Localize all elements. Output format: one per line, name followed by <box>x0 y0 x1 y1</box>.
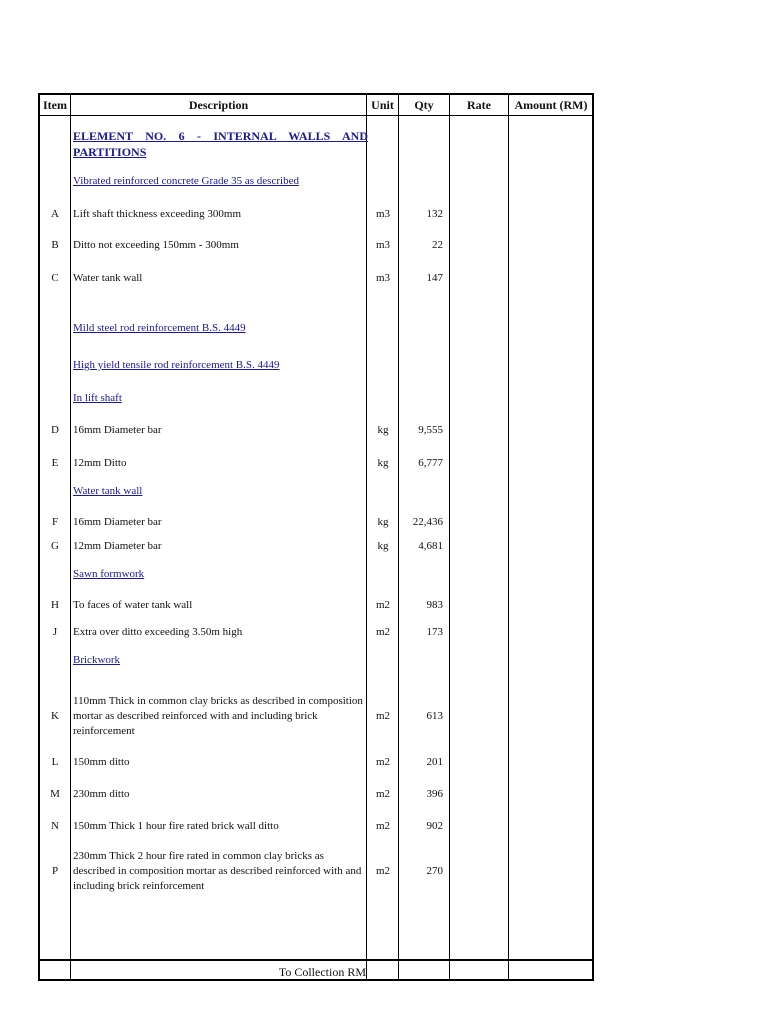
row-unit: m3 <box>375 208 391 220</box>
row-quantity: 6,777 <box>418 457 443 469</box>
row-quantity: 270 <box>426 865 443 877</box>
header-divider <box>40 115 592 116</box>
row-quantity: 983 <box>426 599 443 611</box>
column-divider <box>70 95 71 979</box>
row-item-code: H <box>51 599 59 611</box>
row-description: 110mm Thick in common clay bricks as described in composition mortar as described reinforced with and including brick reinforcement <box>73 695 363 737</box>
row-item-code: E <box>51 457 59 469</box>
header-description: Description <box>188 98 249 112</box>
header-qty: Qty <box>414 98 434 112</box>
row-unit: kg <box>377 540 389 552</box>
row-unit: kg <box>377 424 389 436</box>
row-description: 150mm ditto <box>73 756 130 768</box>
column-divider <box>508 95 509 979</box>
row-description: 230mm Thick 2 hour fire rated in common clay bricks as described in composition mortar as described reinforced with and including brick reinforcement <box>73 850 362 892</box>
row-quantity: 4,681 <box>418 540 443 552</box>
section-heading: Sawn formwork <box>73 568 145 580</box>
footer-divider <box>40 959 592 961</box>
column-divider <box>449 95 450 979</box>
row-item-code: B <box>51 239 59 251</box>
row-unit: kg <box>377 516 389 528</box>
row-item-code: D <box>51 424 59 436</box>
row-description: 16mm Diameter bar <box>73 424 162 436</box>
row-item-code: N <box>51 820 59 832</box>
row-quantity: 902 <box>426 820 443 832</box>
section-heading: High yield tensile rod reinforcement B.S. 4449 <box>73 359 280 371</box>
row-description: Ditto not exceeding 150mm - 300mm <box>73 239 239 251</box>
row-item-code: K <box>51 710 59 722</box>
row-unit: kg <box>377 457 389 469</box>
row-unit: m2 <box>375 820 391 832</box>
section-heading: Brickwork <box>73 654 121 666</box>
row-item-code: A <box>51 208 59 220</box>
header-unit: Unit <box>371 98 394 112</box>
row-unit: m3 <box>375 272 391 284</box>
column-divider <box>398 95 399 979</box>
section-heading: Vibrated reinforced concrete Grade 35 as described <box>73 175 299 187</box>
row-description: Water tank wall <box>73 272 143 284</box>
row-item-code: C <box>51 272 59 284</box>
row-item-code: J <box>52 626 58 638</box>
row-description: Lift shaft thickness exceeding 300mm <box>73 208 242 220</box>
row-item-code: L <box>51 756 59 768</box>
header-item: Item <box>43 98 67 112</box>
header-amount: Amount (RM) <box>514 98 588 112</box>
row-quantity: 22 <box>432 239 443 251</box>
row-description: 150mm Thick 1 hour fire rated brick wall ditto <box>73 820 279 832</box>
collection-label: To Collection RM <box>278 965 366 979</box>
header-rate: Rate <box>467 98 491 112</box>
row-description: 16mm Diameter bar <box>73 516 162 528</box>
row-item-code: M <box>50 788 60 800</box>
column-divider <box>366 95 367 979</box>
row-quantity: 132 <box>426 208 443 220</box>
row-unit: m2 <box>375 626 391 638</box>
row-quantity: 9,555 <box>418 424 443 436</box>
row-description: 230mm ditto <box>73 788 130 800</box>
row-description: 12mm Diameter bar <box>73 540 162 552</box>
element-title: ELEMENT NO. 6 - INTERNAL WALLS AND PARTITIONS <box>73 129 368 159</box>
row-quantity: 22,436 <box>412 516 443 528</box>
row-quantity: 201 <box>426 756 443 768</box>
row-unit: m2 <box>375 865 391 877</box>
row-description: To faces of water tank wall <box>73 599 193 611</box>
bill-of-quantities-table <box>38 93 594 981</box>
row-description: 12mm Ditto <box>73 457 127 469</box>
section-heading: Water tank wall <box>73 485 143 497</box>
row-item-code: G <box>51 540 59 552</box>
section-heading: In lift shaft <box>73 392 122 404</box>
row-unit: m3 <box>375 239 391 251</box>
row-quantity: 396 <box>426 788 443 800</box>
row-unit: m2 <box>375 788 391 800</box>
row-unit: m2 <box>375 710 391 722</box>
row-description: Extra over ditto exceeding 3.50m high <box>73 626 243 638</box>
row-item-code: F <box>51 516 59 528</box>
row-quantity: 147 <box>426 272 443 284</box>
row-quantity: 173 <box>426 626 443 638</box>
row-quantity: 613 <box>426 710 443 722</box>
row-item-code: P <box>51 865 59 877</box>
section-heading: Mild steel rod reinforcement B.S. 4449 <box>73 322 246 334</box>
row-unit: m2 <box>375 599 391 611</box>
row-unit: m2 <box>375 756 391 768</box>
